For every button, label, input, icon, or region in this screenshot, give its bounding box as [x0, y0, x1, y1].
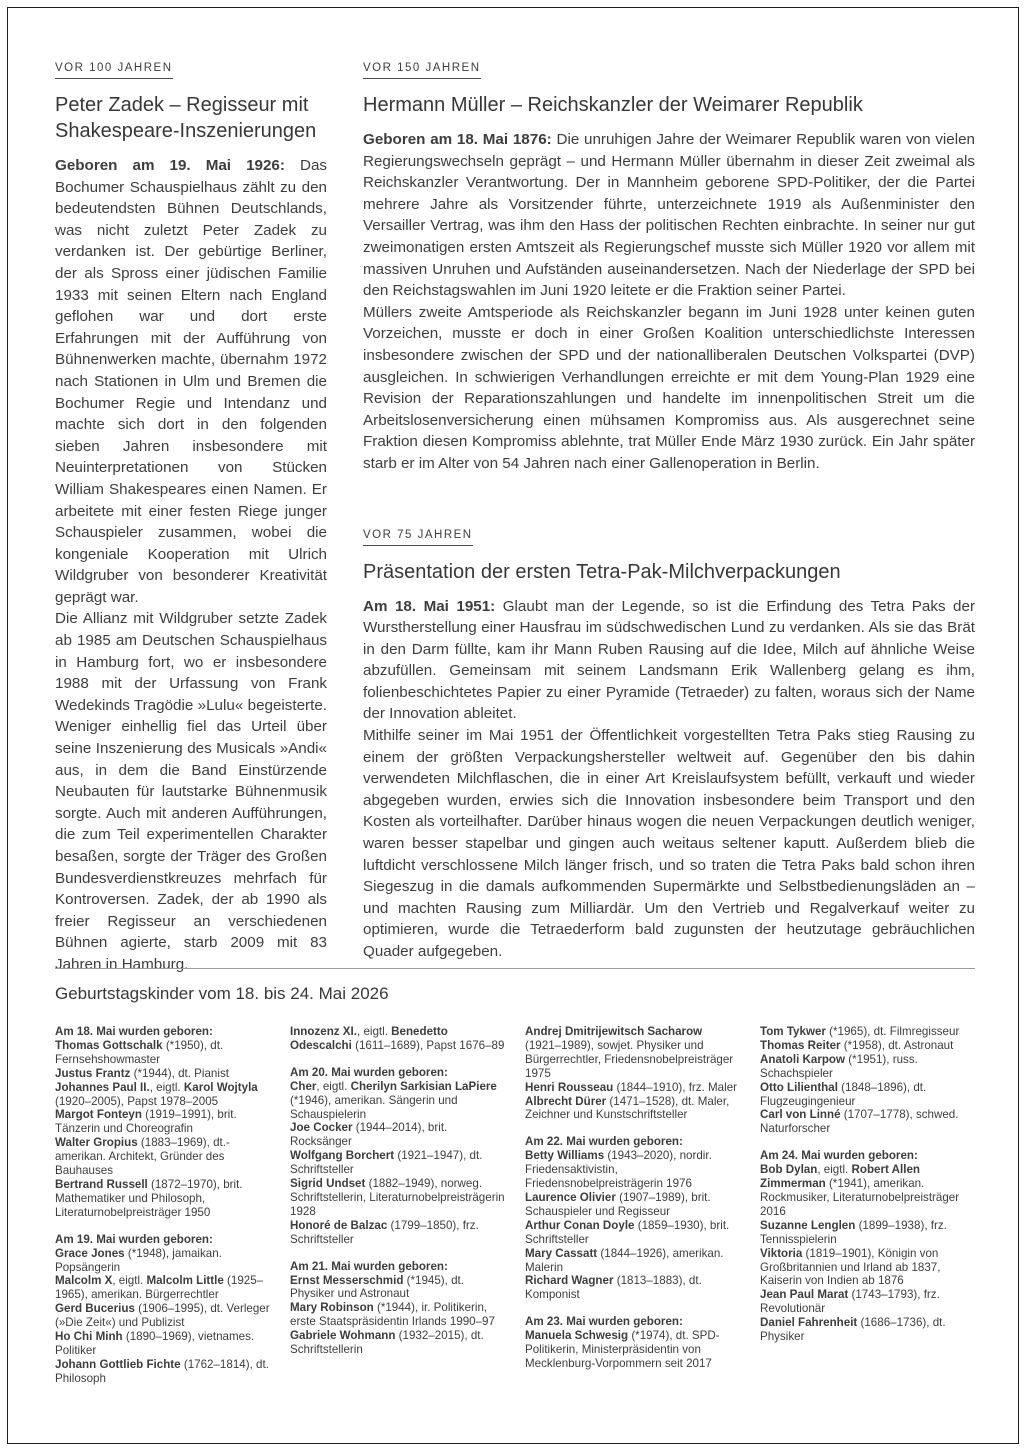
left-column — [55, 58, 327, 976]
birthday-block-header: Am 22. Mai wurden geboren: — [525, 1135, 683, 1149]
birthdays-section — [55, 984, 975, 1399]
birthday-name: Bertrand Russell — [55, 1177, 148, 1191]
birthday-entry — [290, 1274, 505, 1302]
paragraph-lead: Geboren am 19. Mai 1926: — [55, 157, 285, 174]
birthday-block-header: Am 18. Mai wurden geboren: — [55, 1025, 213, 1038]
birthday-entry — [290, 1219, 505, 1247]
kicker-vor-100-jahren: VOR 100 JAHREN — [55, 62, 173, 79]
birthday-details: (*1974), dt. SPD-Politikerin, Ministerpräsidentin von Mecklenburg-Vorpommern seit 2017 — [525, 1329, 720, 1370]
birthday-entry — [290, 1121, 505, 1149]
articles-section — [55, 58, 975, 976]
birthday-entry — [55, 1039, 270, 1067]
paragraph-text: Müllers zweite Amtsperiode als Reichskanzler begann im Juni 1928 unter keinen guten Vorzeichen, musste er doch in einer Großen Koalition unterschiedlichste Interessen insbesondere zwischen der SPD und der nationalliberalen Deutschen Volkspartei (DVP) ausgleichen. In schwierigen Verhandlungen erreichte er mit dem Young-Plan 1929 eine Revision der Reparationszahlungen und handelte im innenpolitischen Streit um die Arbeitslosenversicherung einen mühsamen Kompromiss aus. Als ausgerechnet seine Fraktion diesen Kompromiss ablehnte, trat Müller Ende März 1930 zurück. Ein Jahr später starb er im Alter von 54 Jahren nach einer Gallenoperation in Berlin. — [363, 303, 975, 472]
paragraph-text: Glaubt man der Legende, so ist die Erfindung des Tetra Paks der Wurstherstellung einer Hausfrau im südschwedischen Lund zu verdanken. Als sie das Brät in den Darm füllte, kam ihr Mann Ruben Rausing auf die Idee, Milch auf ähnliche Weise abzufüllen. Gemeinsam mit seinem Landsmann Erik Wallenberg gelang es ihm, folienbeschichtetes Papier zu einer Pyramide (Tetraeder) zu falten, woraus sich der Name der Innovation ableitet. — [363, 597, 976, 723]
birthday-entry — [760, 1288, 975, 1316]
birthday-details: (1848–1896), dt. Flugzeugingenieur — [760, 1080, 927, 1108]
birthday-entry — [760, 1108, 975, 1136]
article-title: Hermann Müller – Reichskanzler der Weimarer Republik — [363, 94, 863, 116]
birthday-details: (1921–1989), sowjet. Physiker und Bürgerrechtler, Friedensnobelpreisträger 1975 — [525, 1038, 734, 1080]
birthday-name: Bob Dylan — [760, 1163, 818, 1177]
birthday-name: Arthur Conan Doyle — [525, 1218, 635, 1232]
birthday-details: (1883–1969), dt.-amerikan. Architekt, Gründer des Bauhauses — [55, 1136, 230, 1178]
birthday-name: Johann Gottlieb Fichte — [55, 1357, 181, 1371]
birthday-name: Cherilyn Sarkisian LaPiere — [350, 1079, 497, 1093]
birthday-name: Carl von Linné — [760, 1108, 841, 1122]
birthday-block — [290, 1066, 505, 1247]
article-paragraph — [363, 302, 975, 475]
birthday-name: Gabriele Wohmann — [290, 1329, 396, 1343]
birthday-entry — [525, 1081, 740, 1095]
birthday-entry — [290, 1149, 505, 1177]
birthday-name: Robert Allen Zimmerman — [760, 1163, 920, 1191]
birthday-name: Mary Robinson — [290, 1301, 374, 1315]
birthday-entry — [290, 1080, 505, 1122]
birthday-name: Mary Cassatt — [525, 1246, 598, 1260]
birthday-name: Thomas Reiter — [760, 1038, 841, 1052]
birthday-details: , eigtl. — [316, 1079, 351, 1093]
birthday-name: Gerd Bucerius — [55, 1302, 135, 1316]
birthday-name: Anatoli Karpow — [760, 1052, 846, 1066]
article-mueller — [363, 58, 975, 475]
birthday-name: Ernst Messerschmid — [290, 1273, 404, 1287]
birthday-details: (*1941), amerikan. Rockmusiker, Literaturnobelpreisträger 2016 — [760, 1177, 960, 1218]
birthday-entry — [55, 1178, 270, 1220]
birthday-name: Benedetto Odescalchi — [290, 1025, 448, 1052]
article-paragraph — [363, 596, 975, 726]
birthday-details: (1932–2015), dt. Schriftstellerin — [290, 1329, 484, 1357]
birthday-entry — [760, 1316, 975, 1344]
birthday-details: (1899–1938), frz. Tennisspielerin — [760, 1218, 947, 1246]
birthday-name: Margot Fonteyn — [55, 1108, 142, 1122]
birthday-column — [760, 1025, 975, 1357]
birthday-block — [55, 1233, 270, 1386]
paragraph-lead: Geboren am 18. Mai 1876: — [363, 131, 552, 148]
birthday-entry — [55, 1108, 270, 1136]
birthday-entry — [55, 1081, 270, 1109]
birthday-entry — [55, 1247, 270, 1275]
birthday-details: (*1958), dt. Astronaut — [840, 1038, 954, 1052]
birthday-details: (1819–1901), Königin von Großbritannien und Irland ab 1837, Kaiserin von Indien ab 1876 — [760, 1246, 941, 1288]
birthday-details: (*1944), dt. Pianist — [130, 1066, 229, 1080]
birthday-column — [290, 1025, 505, 1370]
birthday-details: (1944–2014), brit. Rocksänger — [290, 1121, 448, 1149]
birthday-details: (1920–2005), Papst 1978–2005 — [55, 1094, 219, 1108]
birthday-entry — [55, 1302, 270, 1330]
birthday-name: Richard Wagner — [525, 1274, 614, 1288]
article-paragraph — [55, 155, 327, 608]
birthday-name: Tom Tykwer — [760, 1025, 826, 1038]
birthday-name: Andrej Dmitrijewitsch Sacharow — [525, 1025, 703, 1038]
birthday-entry — [760, 1039, 975, 1053]
birthday-block-header: Am 19. Mai wurden geboren: — [55, 1232, 213, 1246]
article-paragraph — [55, 608, 327, 975]
birthday-details: (*1944), ir. Politikerin, erste Staatspräsidentin Irlands 1990–97 — [290, 1301, 495, 1329]
birthday-details: (1906–1995), dt. Verleger (»Die Zeit«) und Publizist — [55, 1302, 270, 1330]
birthday-name: Walter Gropius — [55, 1136, 138, 1150]
birthday-entry — [525, 1095, 740, 1123]
article-zadek — [55, 58, 327, 976]
birthday-entry — [290, 1177, 505, 1219]
birthday-details: (1943–2020), nordir. Friedensaktivistin, Friedensnobelpreisträgerin 1976 — [525, 1149, 712, 1191]
birthday-entry — [290, 1025, 505, 1053]
birthday-block-header: Am 23. Mai wurden geboren: — [525, 1315, 683, 1329]
birthday-block-header: Am 24. Mai wurden geboren: — [760, 1149, 918, 1163]
birthday-details: , eigtl. — [817, 1163, 852, 1177]
birthday-block — [525, 1135, 740, 1302]
birthday-details: (1859–1930), brit. Schriftsteller — [525, 1218, 730, 1246]
birthday-entry — [525, 1191, 740, 1219]
birthday-details: (*1945), dt. Physiker und Astronaut — [290, 1273, 465, 1301]
birthday-name: Jean Paul Marat — [760, 1288, 849, 1302]
birthday-block-header: Am 20. Mai wurden geboren: — [290, 1065, 448, 1079]
birthday-details: , eigtl. — [149, 1080, 184, 1094]
paragraph-lead: Am 18. Mai 1951: — [363, 597, 496, 615]
birthday-name: Honoré de Balzac — [290, 1218, 388, 1232]
birthday-entry — [760, 1219, 975, 1247]
birthday-details: (1743–1793), frz. Revolutionär — [760, 1288, 940, 1316]
birthday-details: , eigtl. — [357, 1025, 392, 1038]
birthday-name: Karol Wojtyla — [183, 1080, 258, 1094]
birthday-details: (1844–1926), amerikan. Malerin — [525, 1246, 724, 1274]
birthday-name: Thomas Gottschalk — [55, 1038, 163, 1052]
kicker-vor-75-jahren: VOR 75 JAHREN — [363, 529, 473, 546]
birthday-entry — [290, 1329, 505, 1357]
birthday-details: , eigtl. — [112, 1274, 147, 1288]
birthday-entry — [525, 1219, 740, 1247]
birthday-name: Joe Cocker — [290, 1121, 353, 1135]
birthday-block — [290, 1025, 505, 1053]
birthday-block — [760, 1149, 975, 1344]
birthday-entry — [760, 1081, 975, 1109]
birthday-name: Ho Chi Minh — [55, 1330, 123, 1344]
birthday-entry — [55, 1330, 270, 1358]
birthday-details: (1921–1947), dt. Schriftsteller — [290, 1149, 483, 1177]
birthday-name: Viktoria — [760, 1246, 803, 1260]
birthday-block — [760, 1025, 975, 1136]
birthday-details: (*1946), amerikan. Sängerin und Schauspielerin — [290, 1093, 458, 1121]
birthday-entry — [525, 1274, 740, 1302]
paragraph-text: Das Bochumer Schauspielhaus zählt zu den bedeutendsten Bühnen Deutschlands, was nicht zuletzt Peter Zadek zu verdanken ist. Der gebürtige Berliner, der als Spross einer jüdischen Familie 1933 mit seinen Eltern nach England geflohen war und dort erste Erfahrungen mit der Aufführung von Bühnenwerken machte, übernahm 1972 nach Stationen in Ulm und Bremen die Bochumer Regie und Intendanz und machte sich dort in den folgenden sieben Jahren insbesondere mit Neuinterpretationen von Stücken William Shakespeares einen Namen. Er arbeitete mit einer festen Riege junger Schauspieler zusammen, wobei die kongeniale Kooperation mit Ulrich Wildgruber von besonderer Kreativität geprägt war. — [55, 157, 327, 606]
birthday-name: Henri Rousseau — [525, 1080, 614, 1094]
birthday-name: Johannes Paul II. — [55, 1080, 150, 1094]
birthday-details: (1872–1970), brit. Mathematiker und Philosoph, Literaturnobelpreisträger 1950 — [55, 1177, 243, 1219]
birthday-entry — [760, 1247, 975, 1289]
right-column — [363, 58, 975, 976]
birthdays-heading: Geburtstagskinder vom 18. bis 24. Mai 2026 — [55, 984, 389, 1003]
birthday-entry — [525, 1149, 740, 1191]
birthday-entry — [55, 1067, 270, 1081]
birthday-details: (1611–1689), Papst 1676–89 — [351, 1038, 505, 1052]
birthday-details: (1919–1991), brit. Tänzerin und Choreografin — [55, 1108, 237, 1136]
birthday-details: (1707–1778), schwed. Naturforscher — [760, 1108, 959, 1136]
article-tetrapak — [363, 525, 975, 963]
birthday-name: Innozenz XI. — [290, 1025, 357, 1038]
birthday-entry — [525, 1329, 740, 1371]
birthday-details: (1813–1883), dt. Komponist — [525, 1274, 702, 1302]
birthday-details: (1882–1949), norweg. Schriftstellerin, Literaturnobelpreisträgerin 1928 — [290, 1177, 505, 1218]
birthday-name: Albrecht Dürer — [525, 1094, 607, 1108]
article-paragraph — [363, 129, 975, 302]
kicker-vor-150-jahren: VOR 150 JAHREN — [363, 62, 481, 79]
birthday-name: Grace Jones — [55, 1246, 125, 1260]
birthday-entry — [525, 1025, 740, 1081]
article-title: Präsentation der ersten Tetra-Pak-Milchverpackungen — [363, 560, 841, 583]
birthday-name: Cher — [290, 1079, 317, 1093]
birthday-name: Daniel Fahrenheit — [760, 1316, 858, 1330]
birthday-entry — [55, 1358, 270, 1386]
birthday-details: (1686–1736), dt. Physiker — [760, 1316, 946, 1344]
birthday-block — [525, 1025, 740, 1122]
birthday-block — [55, 1025, 270, 1220]
birthday-name: Betty Williams — [525, 1149, 605, 1163]
birthday-details: (1762–1814), dt. Philosoph — [55, 1357, 269, 1385]
birthday-name: Malcolm Little — [146, 1274, 224, 1288]
birthday-details: (1890–1969), vietnames. Politiker — [55, 1330, 255, 1357]
birthday-name: Otto Lilienthal — [760, 1080, 838, 1094]
birthday-entry — [760, 1053, 975, 1081]
article-title: Peter Zadek – Regisseur mit Shakespeare-Inszenierungen — [55, 94, 317, 142]
paragraph-text: Die unruhigen Jahre der Weimarer Republik waren von vielen Regierungswechseln geprägt – und Hermann Müller übernahm in dieser Zeit zweimal als Reichskanzler Verantwortung. Der in Mannheim geborene SPD-Politiker, der die Partei mehrere Jahre als Vorsitzender führte, unterzeichnete 1919 als Außenminister den Versailler Vertrag, was ihm den Hass der politischen Rechten einbrachte. In seiner nur gut zweimonatigen ersten Amtszeit als Regierungschef musste sich Müller 1920 vor allem mit massiven Unruhen und Aufständen auseinandersetzen. Nach der Niederlage der SPD bei den Reichstagswahlen im Juni 1920 leitete er die Fraktion seiner Partei. — [363, 131, 975, 300]
birthday-name: Manuela Schwesig — [525, 1329, 629, 1343]
birthday-details: (*1965), dt. Filmregisseur — [825, 1025, 960, 1038]
birthday-block — [290, 1260, 505, 1357]
section-divider — [55, 968, 975, 969]
birthday-name: Justus Frantz — [55, 1066, 131, 1080]
birthday-details: (*1950), dt. Fernsehshowmaster — [55, 1038, 224, 1066]
birthday-name: Sigrid Undset — [290, 1177, 366, 1191]
paragraph-text: Die Allianz mit Wildgruber setzte Zadek ab 1985 am Deutschen Schauspielhaus in Hamburg fort, wo er insbesondere 1988 mit der Urfassung von Frank Wedekinds Tragödie »Lulu« begeisterte. Weniger einhellig fiel das Urteil über seine Inszenierung des Musicals »Andi« aus, in dem die Band Einstürzende Neubauten für lautstarke Bühnenmusik sorgte. Auch mit anderen Aufführungen, die zum Teil experimentellen Charakter besaßen, sorgte der Träger des Großen Bundesverdienstkreuzes mehrfach für Kontroversen. Zadek, der ab 1990 als freier Regisseur an verschiedenen Bühnen agierte, starb 2009 mit 83 Jahren in Hamburg. — [55, 610, 327, 973]
article-paragraph — [363, 725, 975, 963]
paragraph-text: Mithilfe seiner im Mai 1951 der Öffentlichkeit vorgestellten Tetra Paks stieg Rausing zu einem der größten Verpackungshersteller weltweit auf. Gegenüber den bis dahin verwendeten Milchflaschen, die in einer Art Kreislaufsystem befüllt, verkauft und wieder abgegeben wurden, erwies sich die Innovation insbesondere beim Transport und den Kosten als vorteilhafter. Darüber hinaus wogen die neuen Verpackungen deutlich weniger, waren besser stapelbar und gingen auch weitaus seltener kaputt. Außerdem blieb die luftdicht verschlossene Milch länger frisch, und so traten die Tetra Paks bald schon ihren Siegeszug in die damals aufkommenden Supermärkte und Selbstbedienungsläden an – und machten Rausing zum Milliardär. Um den Vertrieb und Regalverkauf weiter zu optimieren, wurde die Tetraederform bald zugunsten der heutzutage gebräuchlichen Quader aufgegeben. — [363, 727, 975, 960]
birthday-block-header: Am 21. Mai wurden geboren: — [290, 1259, 448, 1273]
birthday-entry — [55, 1274, 270, 1302]
birthday-details: (1907–1989), brit. Schauspieler und Regisseur — [525, 1190, 711, 1218]
birthday-block — [525, 1315, 740, 1371]
birthday-name: Suzanne Lenglen — [760, 1218, 856, 1232]
birthday-column — [525, 1025, 740, 1384]
birthday-details: (1471–1528), dt. Maler, Zeichner und Kunstschriftsteller — [525, 1094, 730, 1122]
birthday-details: (*1948), jamaikan. Popsängerin — [55, 1246, 222, 1274]
birthday-name: Wolfgang Borchert — [290, 1149, 395, 1163]
birthday-details: (1925–1965), amerikan. Bürgerrechtler — [55, 1274, 264, 1302]
birthday-column — [55, 1025, 270, 1399]
birthday-name: Malcolm X — [55, 1274, 113, 1288]
birthday-details: (1799–1850), frz. Schriftsteller — [290, 1218, 479, 1246]
birthday-name: Laurence Olivier — [525, 1190, 616, 1204]
birthday-entry — [55, 1136, 270, 1178]
birthday-entry — [525, 1247, 740, 1275]
birthday-entry — [760, 1025, 975, 1039]
birthday-entry — [760, 1163, 975, 1219]
birthday-details: (*1951), russ. Schachspieler — [760, 1052, 918, 1080]
birthday-details: (1844–1910), frz. Maler — [613, 1080, 738, 1094]
birthdays-grid — [55, 1025, 975, 1399]
birthday-entry — [290, 1301, 505, 1329]
